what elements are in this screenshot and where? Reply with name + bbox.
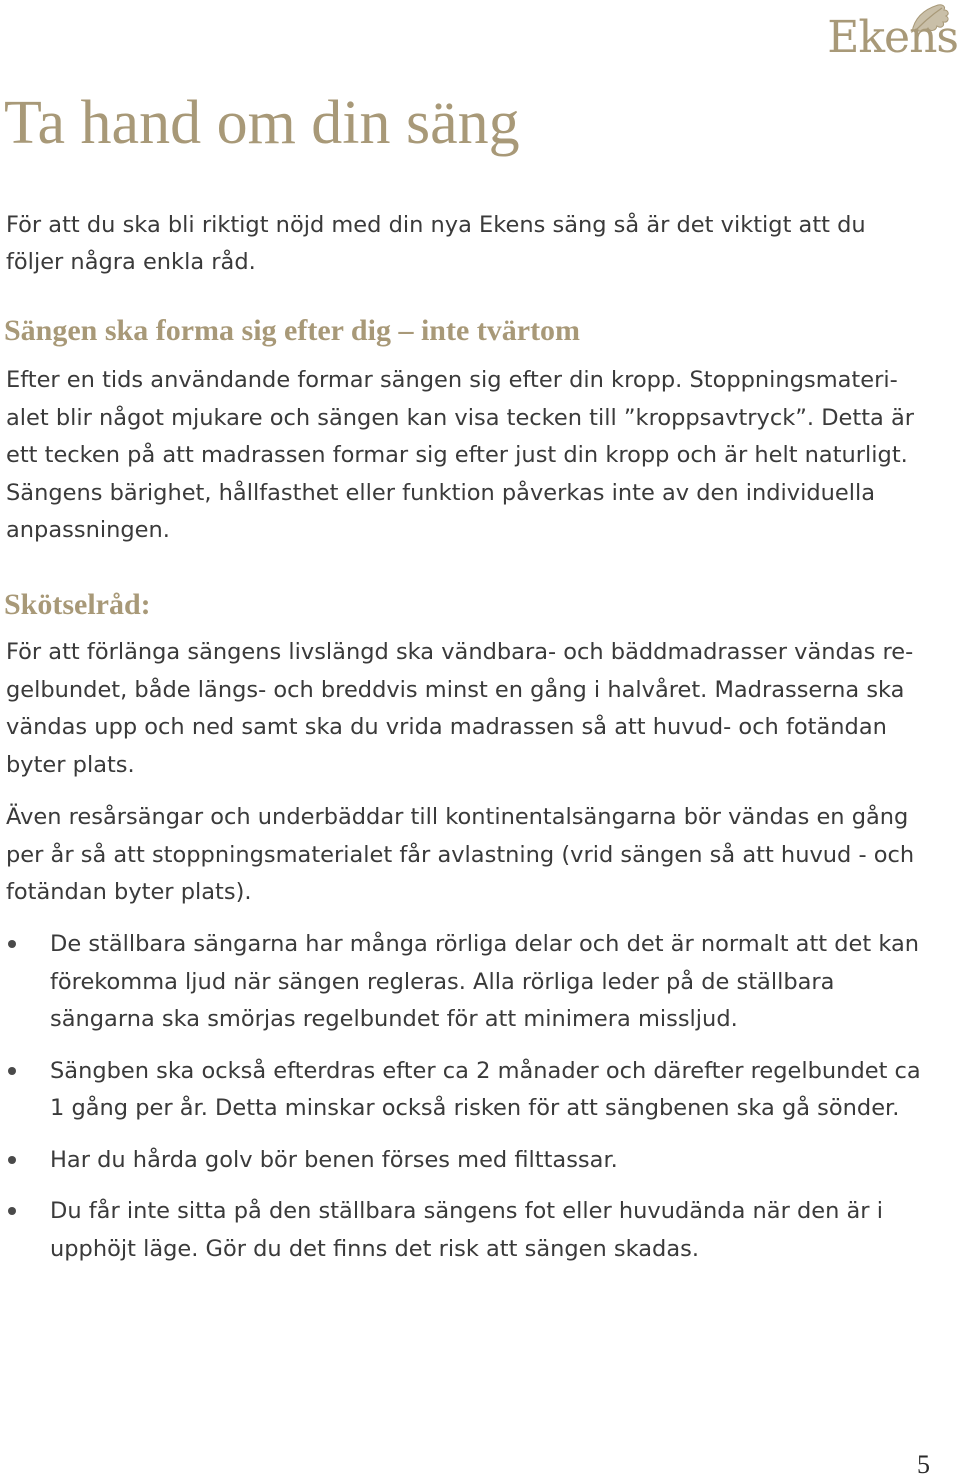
section-heading-care: Skötselråd: (4, 588, 151, 621)
intro-paragraph: För att du ska bli riktigt nöjd med din nya Ekens säng så är det viktigt att du följer några enkla råd. (6, 212, 866, 275)
list-item (0, 1193, 940, 1268)
list-item (0, 1053, 940, 1128)
list-item-text: De ställbara sängarna har många rörliga delar och det är normalt att det kan förekomma ljud när sängen regleras. Alla rörliga leder på de ställbara sängarna ska smörjas regelbundet för att minimera missljud. (50, 931, 920, 1032)
care-paragraph-continental: Även resårsängar och underbäddar till kontinentalsängarna bör vändas en gång per år så att stoppningsmaterialet får avlastning (vrid sängen så att huvud - och fotändan byter plats). (6, 804, 915, 905)
list-item-text: Har du hårda golv bör benen förses med filttassar. (50, 1146, 618, 1173)
brand-logo (818, 2, 958, 66)
section-paragraph-shape: Efter en tids användande formar sängen sig efter din kropp. Stoppningsmateri-alet blir något mjukare och sängen kan visa tecken till ”kroppsavtryck”. Detta är ett tecken på att madrassen formar sig efter just din kropp och är helt naturligt. Sängens bärighet, hållfasthet eller funktion påverkas inte av den individuella anpassningen. (6, 367, 915, 543)
section-heading-shape: Sängen ska forma sig efter dig – inte tvärtom (4, 314, 581, 347)
logo-wordmark: Ekens (827, 12, 958, 63)
list-item-text: Du får inte sitta på den ställbara sängens fot eller huvudända när den är i upphöjt läge. Gör du det finns det risk att sängen skadas. (50, 1198, 883, 1262)
bullet-icon (8, 1156, 16, 1164)
care-paragraph-turning: För att förlänga sängens livslängd ska vändbara- och bäddmadrasser vändas re-gelbundet, både längs- och breddvis minst en gång i halvåret. Madrasserna ska vändas upp och ned samt ska du vrida madrassen så att huvud- och fotändan byter plats. (6, 639, 914, 778)
list-item-text: Sängben ska också efterdras efter ca 2 månader och därefter regelbundet ca 1 gång per år. Detta minskar också risken för att sängbenen ska gå sönder. (50, 1057, 921, 1121)
page-number: 5 (917, 1450, 930, 1479)
care-bullet-list (0, 926, 940, 1282)
list-item (0, 926, 940, 1039)
bullet-icon (8, 1067, 16, 1075)
bullet-icon (8, 1207, 16, 1215)
page-title: Ta hand om din säng (4, 89, 520, 157)
list-item (0, 1142, 940, 1180)
bullet-icon (8, 940, 16, 948)
